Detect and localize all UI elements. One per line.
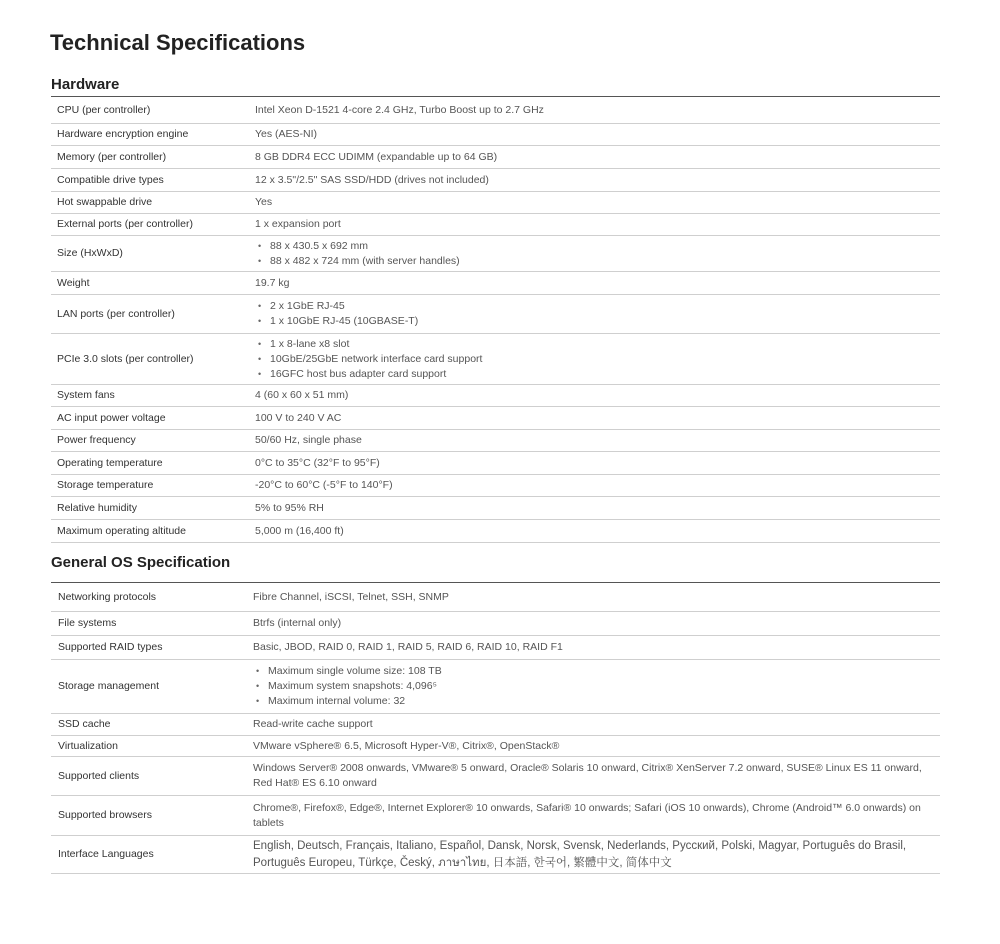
spec-label: File systems <box>51 612 246 636</box>
spec-label: AC input power voltage <box>51 407 249 430</box>
spec-row <box>51 407 940 430</box>
spec-label: Memory (per controller) <box>51 146 249 169</box>
spec-label: PCIe 3.0 slots (per controller) <box>51 334 249 385</box>
spec-value-item: • 88 x 482 x 724 mm (with server handles) <box>258 254 934 269</box>
spec-value: Fibre Channel, iSCSI, Telnet, SSH, SNMP <box>246 583 940 612</box>
spec-label: CPU (per controller) <box>51 97 249 124</box>
spec-row <box>51 583 940 612</box>
spec-row <box>51 97 940 124</box>
spec-value: 1 x expansion port <box>249 214 940 236</box>
spec-row <box>51 636 940 660</box>
spec-label: Relative humidity <box>51 497 249 520</box>
spec-row <box>51 214 940 236</box>
spec-label: Storage temperature <box>51 475 249 497</box>
spec-value-list <box>255 299 934 329</box>
spec-value-item: • 1 x 8-lane x8 slot <box>258 337 934 352</box>
spec-row <box>51 714 940 736</box>
spec-label: Operating temperature <box>51 452 249 475</box>
spec-label: Weight <box>51 272 249 295</box>
spec-value-item: • 10GbE/25GbE network interface card support <box>258 352 934 367</box>
spec-label: Virtualization <box>51 736 246 757</box>
spec-value-item: • Maximum single volume size: 108 TB <box>256 664 933 679</box>
spec-value: Basic, JBOD, RAID 0, RAID 1, RAID 5, RAID 6, RAID 10, RAID F1 <box>246 636 940 660</box>
spec-value: 8 GB DDR4 ECC UDIMM (expandable up to 64 GB) <box>249 146 940 169</box>
spec-value: -20°C to 60°C (-5°F to 140°F) <box>249 475 940 497</box>
spec-value <box>249 295 940 334</box>
spec-row <box>51 272 940 295</box>
spec-value-item: • Maximum internal volume: 32 <box>256 694 933 709</box>
spec-value-item: • 88 x 430.5 x 692 mm <box>258 239 934 254</box>
os-spec-table <box>51 582 940 874</box>
spec-value: 4 (60 x 60 x 51 mm) <box>249 385 940 407</box>
spec-value <box>249 236 940 272</box>
spec-value: 5% to 95% RH <box>249 497 940 520</box>
spec-value: VMware vSphere® 6.5, Microsoft Hyper-V®, Citrix®, OpenStack® <box>246 736 940 757</box>
spec-value-list <box>255 337 934 382</box>
spec-row <box>51 796 940 836</box>
spec-value: 5,000 m (16,400 ft) <box>249 520 940 543</box>
spec-label: System fans <box>51 385 249 407</box>
spec-value: 50/60 Hz, single phase <box>249 430 940 452</box>
spec-label: Interface Languages <box>51 836 246 874</box>
spec-label: Storage management <box>51 660 246 714</box>
spec-value: English, Deutsch, Français, Italiano, Español, Dansk, Norsk, Svensk, Nederlands, Русский, Polski, Magyar, Português do Brasil, Português Europeu, Türkçe, Český, ภาษาไทย, 日本語, 한국어, 繁體中文, 简体中文 <box>246 836 940 874</box>
spec-label: Compatible drive types <box>51 169 249 192</box>
spec-value: Btrfs (internal only) <box>246 612 940 636</box>
spec-value <box>246 660 940 714</box>
spec-row <box>51 475 940 497</box>
hardware-heading: Hardware <box>51 76 120 93</box>
spec-row <box>51 757 940 796</box>
spec-value-item: • 1 x 10GbE RJ-45 (10GBASE-T) <box>258 314 934 329</box>
spec-label: Supported clients <box>51 757 246 796</box>
spec-row <box>51 660 940 714</box>
spec-value: 12 x 3.5"/2.5" SAS SSD/HDD (drives not included) <box>249 169 940 192</box>
spec-row <box>51 192 940 214</box>
spec-row <box>51 169 940 192</box>
spec-value-item: • 16GFC host bus adapter card support <box>258 367 934 382</box>
spec-label: Networking protocols <box>51 583 246 612</box>
spec-label: Supported browsers <box>51 796 246 836</box>
spec-row <box>51 334 940 385</box>
spec-value: Intel Xeon D-1521 4-core 2.4 GHz, Turbo Boost up to 2.7 GHz <box>249 97 940 124</box>
hardware-spec-table <box>51 96 940 543</box>
spec-value: 100 V to 240 V AC <box>249 407 940 430</box>
spec-value: Windows Server® 2008 onwards, VMware® 5 onward, Oracle® Solaris 10 onward, Citrix® XenServer 7.2 onward, SUSE® Linux ES 11 onward, Red Hat® ES 6.10 onward <box>246 757 940 796</box>
spec-label: Hardware encryption engine <box>51 124 249 146</box>
spec-row <box>51 497 940 520</box>
page-title: Technical Specifications <box>50 30 306 55</box>
spec-row <box>51 146 940 169</box>
spec-value-list <box>255 239 934 269</box>
spec-value: Read-write cache support <box>246 714 940 736</box>
spec-label: SSD cache <box>51 714 246 736</box>
spec-label: Supported RAID types <box>51 636 246 660</box>
spec-label: Maximum operating altitude <box>51 520 249 543</box>
spec-row <box>51 124 940 146</box>
spec-value: 0°C to 35°C (32°F to 95°F) <box>249 452 940 475</box>
spec-row <box>51 520 940 543</box>
os-heading: General OS Specification <box>51 554 231 571</box>
spec-value-item: • 2 x 1GbE RJ-45 <box>258 299 934 314</box>
spec-value: Yes <box>249 192 940 214</box>
spec-value <box>249 334 940 385</box>
spec-label: Size (HxWxD) <box>51 236 249 272</box>
spec-row <box>51 236 940 272</box>
spec-row <box>51 736 940 757</box>
spec-row <box>51 430 940 452</box>
spec-row <box>51 452 940 475</box>
spec-label: Power frequency <box>51 430 249 452</box>
spec-value-list <box>253 664 933 709</box>
spec-value-item: • Maximum system snapshots: 4,096⁵ <box>256 679 933 694</box>
spec-row <box>51 295 940 334</box>
spec-label: External ports (per controller) <box>51 214 249 236</box>
spec-value: Yes (AES-NI) <box>249 124 940 146</box>
spec-label: LAN ports (per controller) <box>51 295 249 334</box>
spec-label: Hot swappable drive <box>51 192 249 214</box>
spec-row <box>51 385 940 407</box>
spec-value: 19.7 kg <box>249 272 940 295</box>
spec-row <box>51 836 940 874</box>
spec-value: Chrome®, Firefox®, Edge®, Internet Explorer® 10 onwards, Safari® 10 onwards; Safari (iOS 10 onwards), Chrome (Android™ 6.0 onwards) on tablets <box>246 796 940 836</box>
spec-row <box>51 612 940 636</box>
